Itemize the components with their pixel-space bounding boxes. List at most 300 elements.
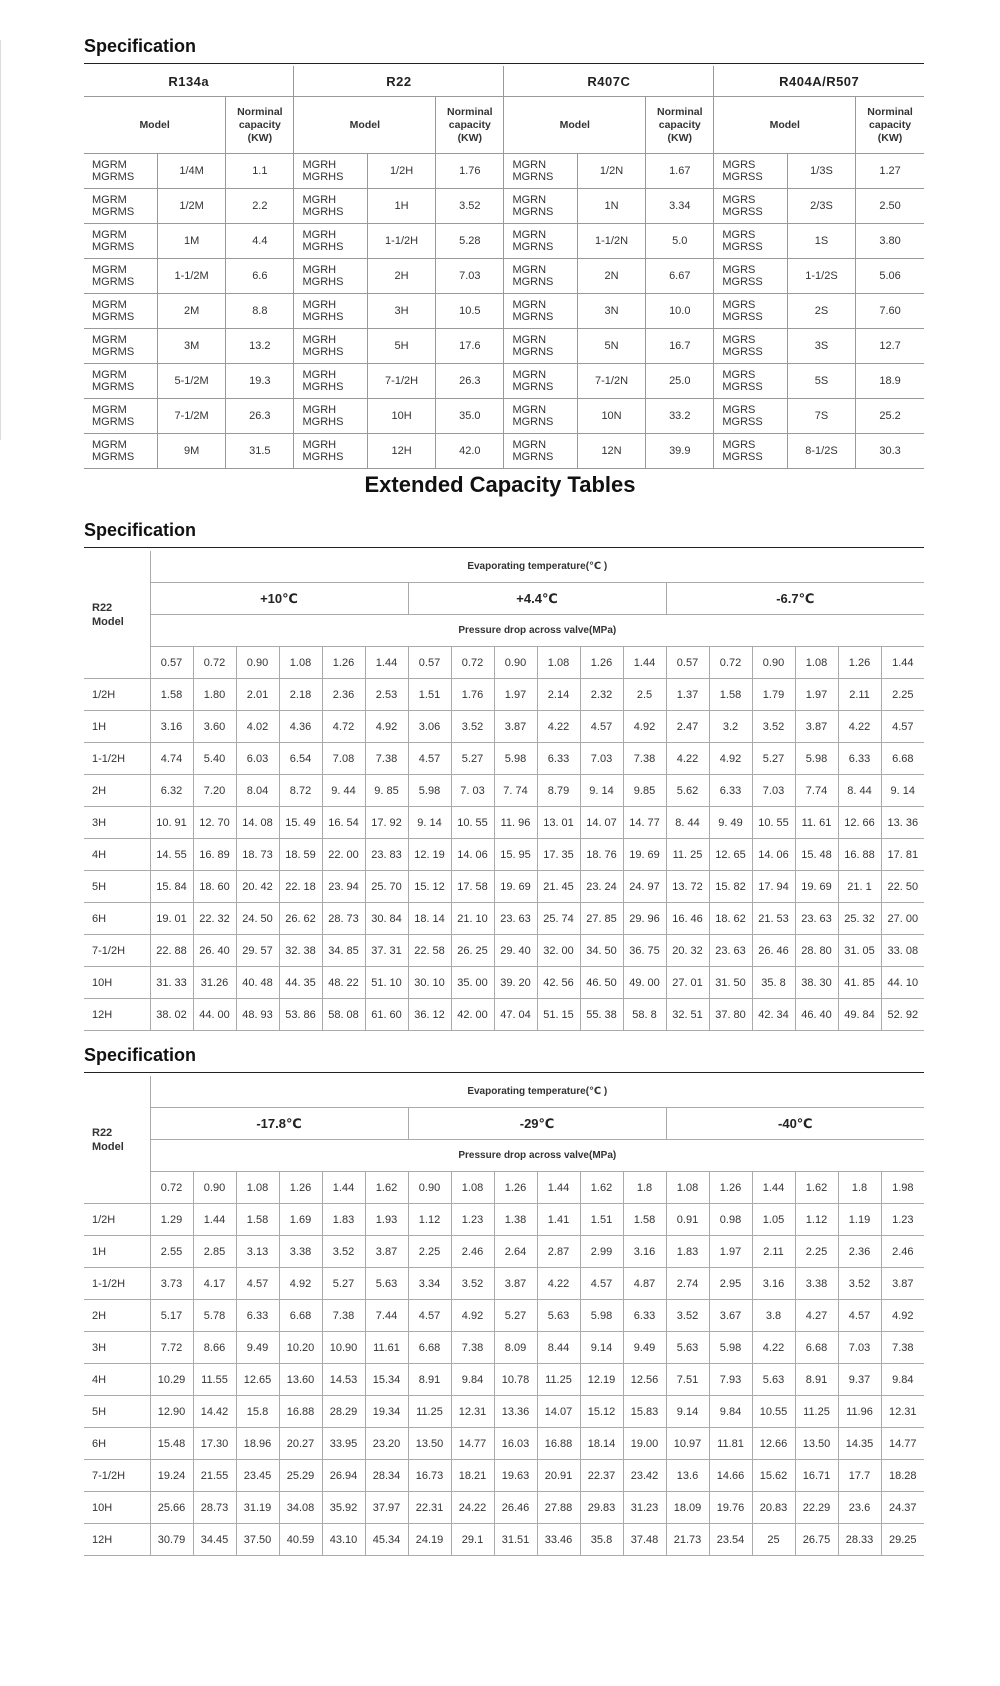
capacity-value: 25. 74 — [537, 903, 580, 935]
model-series-cell — [714, 224, 787, 259]
series-name: MGRS — [722, 334, 756, 346]
temperature-header: -6.7℃ — [666, 583, 924, 615]
capacity-value: 14.53 — [322, 1364, 365, 1396]
capacity-cell: 5.28 — [436, 224, 504, 259]
capacity-value: 28. 80 — [795, 935, 838, 967]
capacity-value: 1.79 — [752, 679, 795, 711]
capacity-value: 51. 10 — [365, 967, 408, 999]
capacity-value: 3.52 — [451, 711, 494, 743]
model-size-cell: 2M — [157, 294, 225, 329]
capacity-value: 3.2 — [709, 711, 752, 743]
pressure-value: 0.72 — [193, 647, 236, 679]
capacity-value: 4.22 — [752, 1332, 795, 1364]
model-header: Model — [84, 97, 226, 154]
capacity-value: 14.42 — [193, 1396, 236, 1428]
capacity-value: 4.87 — [623, 1268, 666, 1300]
pressure-value: 1.26 — [580, 647, 623, 679]
pressure-value: 1.62 — [365, 1172, 408, 1204]
capacity-value: 22.37 — [580, 1460, 623, 1492]
capacity-value: 2.47 — [666, 711, 709, 743]
capacity-cell: 1.76 — [436, 154, 504, 189]
capacity-value: 1.58 — [150, 679, 193, 711]
extended-capacity-table-low-temp — [84, 1076, 924, 1556]
series-name: MGRM — [92, 404, 127, 416]
capacity-value: 17.7 — [838, 1460, 881, 1492]
model-series-cell — [504, 224, 577, 259]
capacity-value: 8. 44 — [666, 807, 709, 839]
capacity-cell: 13.2 — [226, 329, 294, 364]
series-name: MGRH — [302, 229, 337, 241]
refrigerant-label: R22 — [92, 1126, 113, 1139]
capacity-value: 27.88 — [537, 1492, 580, 1524]
extended-table-1-section — [84, 551, 924, 1031]
capacity-value: 13. 36 — [881, 807, 924, 839]
capacity-value: 49. 84 — [838, 999, 881, 1031]
model-series-cell — [294, 154, 367, 189]
capacity-value: 22. 58 — [408, 935, 451, 967]
capacity-header: Norminal capacity (KW) — [856, 97, 924, 154]
capacity-value: 37.97 — [365, 1492, 408, 1524]
capacity-value: 7.38 — [451, 1332, 494, 1364]
capacity-value: 1.37 — [666, 679, 709, 711]
table-row — [84, 154, 924, 189]
capacity-value: 55. 38 — [580, 999, 623, 1031]
series-name-alt: MGRSS — [722, 206, 763, 218]
capacity-value: 48. 22 — [322, 967, 365, 999]
capacity-value: 27. 85 — [580, 903, 623, 935]
capacity-value: 16. 54 — [322, 807, 365, 839]
capacity-value: 3.16 — [150, 711, 193, 743]
model-size-cell: 1M — [157, 224, 225, 259]
column-header-row — [84, 97, 924, 154]
series-name-alt: MGRHS — [302, 276, 344, 288]
model-series-cell — [714, 399, 787, 434]
capacity-value: 13.50 — [408, 1428, 451, 1460]
series-name-alt: MGRNS — [512, 451, 554, 463]
pressure-value: 1.26 — [709, 1172, 752, 1204]
capacity-value: 2.74 — [666, 1268, 709, 1300]
capacity-value: 9. 14 — [580, 775, 623, 807]
model-size-cell: 10N — [577, 399, 645, 434]
capacity-cell: 31.5 — [226, 434, 294, 469]
pressure-value: 1.44 — [623, 647, 666, 679]
capacity-value: 27. 01 — [666, 967, 709, 999]
capacity-value: 58. 8 — [623, 999, 666, 1031]
capacity-value: 15. 48 — [795, 839, 838, 871]
model-cell: 1H — [84, 1236, 150, 1268]
series-name-alt: MGRMS — [92, 451, 135, 463]
capacity-value: 8.66 — [193, 1332, 236, 1364]
capacity-value: 52. 92 — [881, 999, 924, 1031]
table-row — [84, 743, 924, 775]
capacity-value: 18. 76 — [580, 839, 623, 871]
model-series-cell — [504, 329, 577, 364]
capacity-cell: 1.67 — [646, 154, 714, 189]
table-row — [84, 903, 924, 935]
capacity-value: 5.27 — [451, 743, 494, 775]
pressure-value: 0.57 — [408, 647, 451, 679]
capacity-value: 8.79 — [537, 775, 580, 807]
model-size-cell: 5-1/2M — [157, 364, 225, 399]
capacity-value: 7.03 — [580, 743, 623, 775]
capacity-value: 9.14 — [580, 1332, 623, 1364]
capacity-value: 12.90 — [150, 1396, 193, 1428]
capacity-value: 1.69 — [279, 1204, 322, 1236]
capacity-value: 22. 00 — [322, 839, 365, 871]
capacity-value: 7.44 — [365, 1300, 408, 1332]
capacity-value: 1.44 — [193, 1204, 236, 1236]
capacity-value: 6.68 — [279, 1300, 322, 1332]
table-row — [84, 364, 924, 399]
model-size-cell: 3N — [577, 294, 645, 329]
model-cell: 12H — [84, 999, 150, 1031]
pressure-value: 0.72 — [451, 647, 494, 679]
table-row — [84, 259, 924, 294]
capacity-value: 15.34 — [365, 1364, 408, 1396]
capacity-value: 5.27 — [752, 743, 795, 775]
capacity-cell: 5.06 — [856, 259, 924, 294]
capacity-value: 30. 10 — [408, 967, 451, 999]
extended-table-2-section — [84, 1076, 924, 1556]
capacity-value: 9. 44 — [322, 775, 365, 807]
model-cell: 10H — [84, 967, 150, 999]
model-header: Model — [714, 97, 856, 154]
capacity-value: 3.87 — [881, 1268, 924, 1300]
pressure-value: 1.08 — [537, 647, 580, 679]
capacity-value: 20. 32 — [666, 935, 709, 967]
capacity-value: 4.57 — [408, 743, 451, 775]
capacity-value: 13.60 — [279, 1364, 322, 1396]
model-series-cell — [714, 434, 787, 469]
temperature-header: +4.4℃ — [408, 583, 666, 615]
capacity-value: 7.08 — [322, 743, 365, 775]
capacity-value: 3.73 — [150, 1268, 193, 1300]
capacity-value: 1.23 — [881, 1204, 924, 1236]
capacity-value: 22. 18 — [279, 871, 322, 903]
capacity-value: 28. 73 — [322, 903, 365, 935]
model-size-cell: 1H — [367, 189, 435, 224]
capacity-value: 4.22 — [537, 711, 580, 743]
capacity-value: 0.98 — [709, 1204, 752, 1236]
capacity-value: 16.88 — [537, 1428, 580, 1460]
series-name-alt: MGRNS — [512, 381, 554, 393]
capacity-cell: 3.52 — [436, 189, 504, 224]
capacity-value: 8.91 — [795, 1364, 838, 1396]
model-size-cell: 1S — [787, 224, 855, 259]
series-name-alt: MGRSS — [722, 346, 763, 358]
capacity-value: 7.03 — [752, 775, 795, 807]
series-name: MGRN — [512, 369, 547, 381]
capacity-value: 35.92 — [322, 1492, 365, 1524]
capacity-value: 28.33 — [838, 1524, 881, 1556]
pressure-values-row — [84, 1172, 924, 1204]
model-cell: 7-1/2H — [84, 935, 150, 967]
capacity-value: 22. 32 — [193, 903, 236, 935]
capacity-value: 2.25 — [408, 1236, 451, 1268]
capacity-value: 33.46 — [537, 1524, 580, 1556]
series-name: MGRM — [92, 194, 127, 206]
capacity-value: 5.98 — [494, 743, 537, 775]
capacity-value: 6.33 — [623, 1300, 666, 1332]
capacity-value: 2.53 — [365, 679, 408, 711]
model-size-cell: 1-1/2S — [787, 259, 855, 294]
capacity-value: 31.51 — [494, 1524, 537, 1556]
extended-capacity-table-high-temp — [84, 551, 924, 1031]
capacity-value: 3.38 — [795, 1268, 838, 1300]
series-name: MGRH — [302, 369, 337, 381]
capacity-value: 14. 55 — [150, 839, 193, 871]
model-size-cell: 3M — [157, 329, 225, 364]
capacity-value: 16. 88 — [838, 839, 881, 871]
capacity-value: 28.73 — [193, 1492, 236, 1524]
series-name-alt: MGRMS — [92, 241, 135, 253]
capacity-cell: 2.2 — [226, 189, 294, 224]
capacity-value: 1.38 — [494, 1204, 537, 1236]
capacity-value: 33.95 — [322, 1428, 365, 1460]
series-name: MGRH — [302, 299, 337, 311]
pressure-label-row — [84, 615, 924, 647]
model-series-cell — [84, 364, 157, 399]
capacity-value: 12. 65 — [709, 839, 752, 871]
capacity-cell: 4.4 — [226, 224, 294, 259]
capacity-value: 36. 12 — [408, 999, 451, 1031]
model-cell: 5H — [84, 1396, 150, 1428]
capacity-value: 12.31 — [881, 1396, 924, 1428]
series-name-alt: MGRNS — [512, 276, 554, 288]
capacity-value: 47. 04 — [494, 999, 537, 1031]
series-name: MGRN — [512, 334, 547, 346]
capacity-value: 19. 69 — [623, 839, 666, 871]
pressure-value: 1.26 — [494, 1172, 537, 1204]
capacity-value: 46. 40 — [795, 999, 838, 1031]
series-name: MGRS — [722, 299, 756, 311]
pressure-value: 0.90 — [193, 1172, 236, 1204]
model-size-cell: 1-1/2M — [157, 259, 225, 294]
capacity-value: 5.98 — [709, 1332, 752, 1364]
capacity-value: 19. 01 — [150, 903, 193, 935]
model-cell: 2H — [84, 775, 150, 807]
series-name: MGRS — [722, 159, 756, 171]
capacity-value: 0.91 — [666, 1204, 709, 1236]
series-name: MGRS — [722, 264, 756, 276]
model-cell: 10H — [84, 1492, 150, 1524]
capacity-cell: 1.1 — [226, 154, 294, 189]
capacity-value: 1.58 — [236, 1204, 279, 1236]
model-cell: 5H — [84, 871, 150, 903]
model-size-cell: 7-1/2H — [367, 364, 435, 399]
capacity-value: 2.11 — [838, 679, 881, 711]
model-cell: 3H — [84, 1332, 150, 1364]
capacity-value: 26. 40 — [193, 935, 236, 967]
capacity-value: 8.91 — [408, 1364, 451, 1396]
capacity-value: 12.31 — [451, 1396, 494, 1428]
capacity-cell: 2.50 — [856, 189, 924, 224]
capacity-value: 6.33 — [236, 1300, 279, 1332]
capacity-value: 9.14 — [666, 1396, 709, 1428]
capacity-value: 1.93 — [365, 1204, 408, 1236]
capacity-value: 10.97 — [666, 1428, 709, 1460]
capacity-value: 37. 80 — [709, 999, 752, 1031]
model-size-cell: 5H — [367, 329, 435, 364]
capacity-header: Norminal capacity (KW) — [646, 97, 714, 154]
capacity-value: 4.57 — [580, 711, 623, 743]
capacity-value: 2.18 — [279, 679, 322, 711]
capacity-value: 4.57 — [838, 1300, 881, 1332]
capacity-value: 58. 08 — [322, 999, 365, 1031]
refrigerant-header: R22 — [294, 66, 504, 97]
pressure-value: 0.72 — [150, 1172, 193, 1204]
capacity-value: 26. 46 — [752, 935, 795, 967]
capacity-value: 9. 49 — [709, 807, 752, 839]
capacity-value: 28.29 — [322, 1396, 365, 1428]
series-name: MGRH — [302, 404, 337, 416]
model-series-cell — [714, 154, 787, 189]
temperature-row — [84, 1108, 924, 1140]
capacity-value: 23.45 — [236, 1460, 279, 1492]
capacity-value: 23. 63 — [709, 935, 752, 967]
capacity-value: 45.34 — [365, 1524, 408, 1556]
temperature-header: -40℃ — [666, 1108, 924, 1140]
capacity-value: 21. 45 — [537, 871, 580, 903]
capacity-value: 2.64 — [494, 1236, 537, 1268]
capacity-value: 6.68 — [408, 1332, 451, 1364]
model-label: Model — [92, 615, 124, 628]
series-name: MGRN — [512, 194, 547, 206]
capacity-cell: 25.0 — [646, 364, 714, 399]
series-name: MGRM — [92, 299, 127, 311]
pressure-value: 0.72 — [709, 647, 752, 679]
model-size-cell: 1/2N — [577, 154, 645, 189]
refrigerant-label: R22 — [92, 601, 113, 614]
series-name-alt: MGRNS — [512, 206, 554, 218]
model-size-cell: 7S — [787, 399, 855, 434]
capacity-cell: 8.8 — [226, 294, 294, 329]
model-series-cell — [294, 259, 367, 294]
series-name-alt: MGRMS — [92, 276, 135, 288]
capacity-value: 18.96 — [236, 1428, 279, 1460]
capacity-value: 2.99 — [580, 1236, 623, 1268]
capacity-value: 4.92 — [365, 711, 408, 743]
capacity-value: 1.41 — [537, 1204, 580, 1236]
pressure-value: 0.57 — [150, 647, 193, 679]
model-size-cell: 2/3S — [787, 189, 855, 224]
pressure-values-row — [84, 647, 924, 679]
capacity-value: 18.09 — [666, 1492, 709, 1524]
capacity-value: 4.72 — [322, 711, 365, 743]
capacity-value: 22. 50 — [881, 871, 924, 903]
capacity-value: 14. 07 — [580, 807, 623, 839]
model-size-cell: 3S — [787, 329, 855, 364]
capacity-value: 6.32 — [150, 775, 193, 807]
model-series-cell — [84, 329, 157, 364]
capacity-value: 15. 84 — [150, 871, 193, 903]
capacity-value: 35.8 — [580, 1524, 623, 1556]
capacity-cell: 26.3 — [226, 399, 294, 434]
capacity-value: 17. 92 — [365, 807, 408, 839]
pressure-drop-label: Pressure drop across valve(MPa) — [150, 615, 924, 647]
capacity-value: 16.03 — [494, 1428, 537, 1460]
capacity-value: 6.33 — [838, 743, 881, 775]
capacity-value: 6.68 — [795, 1332, 838, 1364]
capacity-value: 5.40 — [193, 743, 236, 775]
series-name: MGRM — [92, 334, 127, 346]
capacity-value: 14.35 — [838, 1428, 881, 1460]
capacity-value: 26.46 — [494, 1492, 537, 1524]
capacity-value: 2.25 — [881, 679, 924, 711]
capacity-value: 11.61 — [365, 1332, 408, 1364]
capacity-cell: 10.5 — [436, 294, 504, 329]
capacity-value: 5.27 — [494, 1300, 537, 1332]
capacity-value: 23. 83 — [365, 839, 408, 871]
capacity-value: 4.92 — [709, 743, 752, 775]
capacity-value: 31.23 — [623, 1492, 666, 1524]
capacity-value: 17. 58 — [451, 871, 494, 903]
capacity-value: 1.83 — [666, 1236, 709, 1268]
capacity-table-section — [84, 66, 924, 469]
series-name-alt: MGRSS — [722, 381, 763, 393]
pressure-value: 0.90 — [752, 647, 795, 679]
capacity-value: 7. 03 — [451, 775, 494, 807]
capacity-value: 27. 00 — [881, 903, 924, 935]
capacity-value: 9. 14 — [881, 775, 924, 807]
capacity-value: 11. 25 — [666, 839, 709, 871]
capacity-value: 7.93 — [709, 1364, 752, 1396]
model-cell: 1-1/2H — [84, 1268, 150, 1300]
capacity-value: 4.27 — [795, 1300, 838, 1332]
model-size-cell: 1/3S — [787, 154, 855, 189]
capacity-value: 11.96 — [838, 1396, 881, 1428]
capacity-value: 5.27 — [322, 1268, 365, 1300]
capacity-value: 31. 50 — [709, 967, 752, 999]
capacity-value: 19. 69 — [494, 871, 537, 903]
capacity-value: 2.36 — [322, 679, 365, 711]
capacity-value: 21. 53 — [752, 903, 795, 935]
series-name: MGRS — [722, 194, 756, 206]
capacity-value: 2.95 — [709, 1268, 752, 1300]
capacity-value: 2.46 — [451, 1236, 494, 1268]
pressure-value: 1.08 — [451, 1172, 494, 1204]
capacity-value: 7.38 — [881, 1332, 924, 1364]
capacity-value: 3.67 — [709, 1300, 752, 1332]
model-series-cell — [294, 224, 367, 259]
capacity-value: 5.63 — [365, 1268, 408, 1300]
capacity-value: 4.36 — [279, 711, 322, 743]
capacity-value: 1.12 — [408, 1204, 451, 1236]
evaporating-temperature-label: Evaporating temperature(℃ ) — [150, 1076, 924, 1108]
pressure-value: 0.90 — [408, 1172, 451, 1204]
capacity-value: 10. 55 — [451, 807, 494, 839]
capacity-value: 20.27 — [279, 1428, 322, 1460]
model-series-cell — [84, 399, 157, 434]
capacity-value: 7.38 — [365, 743, 408, 775]
capacity-value: 34.45 — [193, 1524, 236, 1556]
capacity-value: 4.92 — [451, 1300, 494, 1332]
capacity-value: 9.49 — [236, 1332, 279, 1364]
capacity-value: 25 — [752, 1524, 795, 1556]
capacity-value: 14. 08 — [236, 807, 279, 839]
model-size-cell: 2H — [367, 259, 435, 294]
capacity-value: 34. 85 — [322, 935, 365, 967]
capacity-value: 22.29 — [795, 1492, 838, 1524]
capacity-value: 8.04 — [236, 775, 279, 807]
capacity-value: 12. 19 — [408, 839, 451, 871]
capacity-value: 15.62 — [752, 1460, 795, 1492]
capacity-cell: 25.2 — [856, 399, 924, 434]
capacity-value: 11. 61 — [795, 807, 838, 839]
model-cell: 1/2H — [84, 1204, 150, 1236]
capacity-value: 1.58 — [709, 679, 752, 711]
capacity-value: 19.34 — [365, 1396, 408, 1428]
